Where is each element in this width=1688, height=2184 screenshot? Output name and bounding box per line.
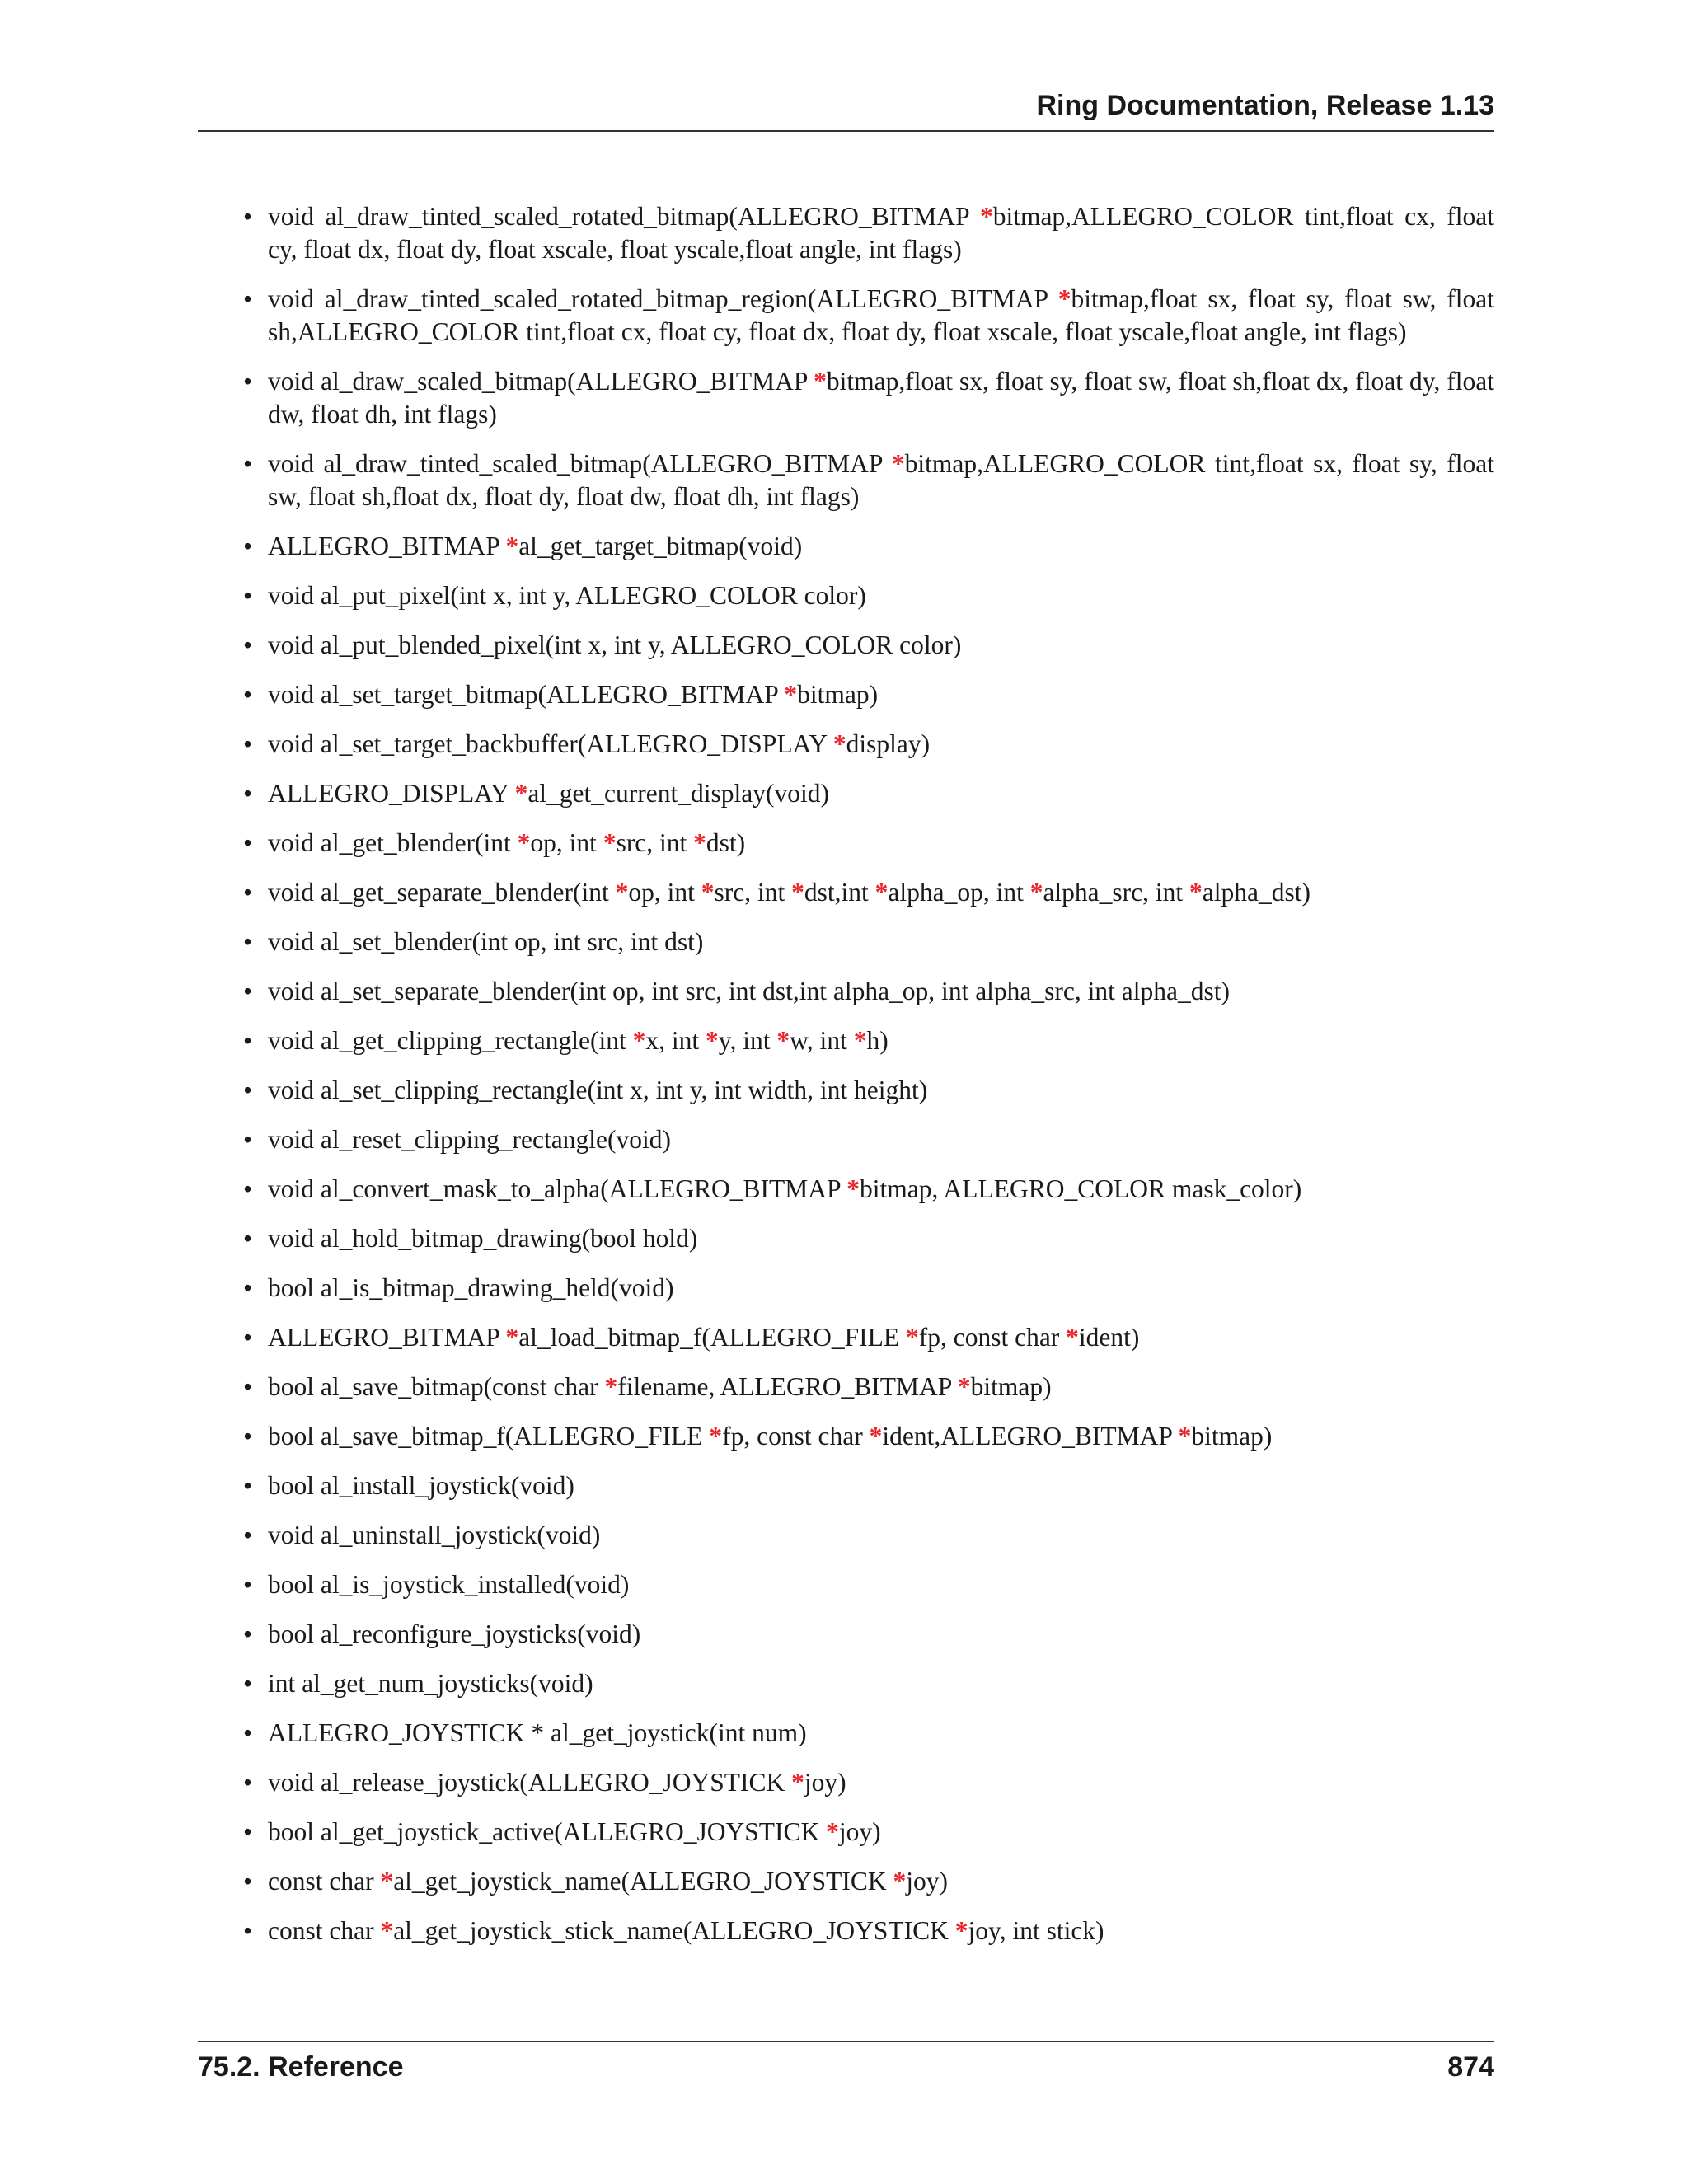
- pointer-star: *: [869, 1422, 883, 1451]
- pointer-star: *: [693, 828, 706, 857]
- pointer-star: *: [814, 367, 827, 396]
- pointer-star: *: [505, 1323, 519, 1352]
- list-item: • ALLEGRO_BITMAP *al_get_target_bitmap(void): [243, 530, 1494, 563]
- list-item: • ALLEGRO_BITMAP *al_load_bitmap_f(ALLEGRO_FILE *fp, const char *ident): [243, 1321, 1494, 1354]
- pointer-star: *: [615, 878, 629, 907]
- list-item: • bool al_get_joystick_active(ALLEGRO_JOYSTICK *joy): [243, 1816, 1494, 1849]
- pointer-star: *: [979, 202, 993, 231]
- pointer-star: *: [706, 1026, 719, 1055]
- list-item: • void al_set_clipping_rectangle(int x, int y, int width, int height): [243, 1074, 1494, 1107]
- pointer-star: *: [853, 1026, 867, 1055]
- pointer-star: *: [776, 1026, 790, 1055]
- pointer-star: *: [791, 1768, 804, 1797]
- list-item: • void al_reset_clipping_rectangle(void): [243, 1123, 1494, 1156]
- pointer-star: *: [826, 1817, 839, 1846]
- pointer-star: *: [791, 878, 804, 907]
- list-item: • ALLEGRO_JOYSTICK * al_get_joystick(int num): [243, 1717, 1494, 1750]
- function-signature-list: [243, 200, 1494, 1947]
- pointer-star: *: [1057, 284, 1071, 313]
- pointer-star: *: [784, 680, 798, 709]
- pointer-star: *: [709, 1422, 723, 1451]
- list-item: • void al_release_joystick(ALLEGRO_JOYSTICK *joy): [243, 1766, 1494, 1799]
- list-item: • bool al_save_bitmap_f(ALLEGRO_FILE *fp, const char *ident,ALLEGRO_BITMAP *bitmap): [243, 1420, 1494, 1453]
- list-item: • int al_get_num_joysticks(void): [243, 1667, 1494, 1700]
- list-item: • void al_put_blended_pixel(int x, int y, ALLEGRO_COLOR color): [243, 629, 1494, 662]
- footer-page-number: 874: [1447, 2051, 1494, 2083]
- pointer-star: *: [380, 1867, 394, 1896]
- pointer-star: *: [1029, 878, 1043, 907]
- list-item: • bool al_install_joystick(void): [243, 1469, 1494, 1502]
- pointer-star: *: [832, 729, 846, 758]
- pointer-star: *: [1178, 1422, 1192, 1451]
- pointer-star: *: [380, 1916, 394, 1945]
- pointer-star: *: [603, 828, 617, 857]
- list-item: • ALLEGRO_DISPLAY *al_get_current_display(void): [243, 777, 1494, 810]
- list-item: • bool al_save_bitmap(const char *filename, ALLEGRO_BITMAP *bitmap): [243, 1371, 1494, 1404]
- pointer-star: *: [957, 1372, 971, 1401]
- pointer-star: *: [874, 878, 889, 907]
- list-item: • void al_get_separate_blender(int *op, int *src, int *dst,int *alpha_op, int *alpha_src, int *alpha_dst): [243, 876, 1494, 909]
- page-footer: [198, 2041, 1494, 2083]
- pointer-star: *: [514, 779, 528, 808]
- list-item: • void al_draw_tinted_scaled_rotated_bitmap(ALLEGRO_BITMAP *bitmap,ALLEGRO_COLOR tint,float cx, float cy, float dx, float dy, float xscale, float yscale,float angle, int flags): [243, 200, 1494, 266]
- pointer-star: *: [846, 1174, 860, 1203]
- pointer-star: *: [1066, 1323, 1079, 1352]
- list-item: • void al_draw_tinted_scaled_rotated_bitmap_region(ALLEGRO_BITMAP *bitmap,float sx, float sy, float sw, float sh,ALLEGRO_COLOR tint,float cx, float cy, float dx, float dy, float xscale, float yscale,float angle, int flags): [243, 283, 1494, 349]
- list-item: • void al_draw_scaled_bitmap(ALLEGRO_BITMAP *bitmap,float sx, float sy, float sw, float sh,float dx, float dy, float dw, float dh, int flags): [243, 365, 1494, 431]
- list-item: • void al_get_blender(int *op, int *src, int *dst): [243, 827, 1494, 860]
- list-item: • void al_put_pixel(int x, int y, ALLEGRO_COLOR color): [243, 579, 1494, 612]
- list-item: • bool al_is_bitmap_drawing_held(void): [243, 1272, 1494, 1305]
- list-item: • void al_uninstall_joystick(void): [243, 1519, 1494, 1552]
- pointer-star: *: [891, 449, 905, 478]
- list-item: • void al_set_blender(int op, int src, int dst): [243, 926, 1494, 958]
- footer-section-label: 75.2. Reference: [198, 2051, 404, 2083]
- pointer-star: *: [701, 878, 715, 907]
- list-item: • bool al_reconfigure_joysticks(void): [243, 1618, 1494, 1651]
- pointer-star: *: [893, 1867, 907, 1896]
- list-item: • void al_get_clipping_rectangle(int *x, int *y, int *w, int *h): [243, 1024, 1494, 1057]
- list-item: • void al_set_target_backbuffer(ALLEGRO_DISPLAY *display): [243, 728, 1494, 761]
- pointer-star: *: [1189, 878, 1203, 907]
- pointer-star: *: [517, 828, 531, 857]
- list-item: • void al_hold_bitmap_drawing(bool hold): [243, 1222, 1494, 1255]
- list-item: • const char *al_get_joystick_name(ALLEGRO_JOYSTICK *joy): [243, 1865, 1494, 1898]
- list-item: • const char *al_get_joystick_stick_name(ALLEGRO_JOYSTICK *joy, int stick): [243, 1915, 1494, 1947]
- list-item: • void al_set_target_bitmap(ALLEGRO_BITMAP *bitmap): [243, 678, 1494, 711]
- list-item: • void al_draw_tinted_scaled_bitmap(ALLEGRO_BITMAP *bitmap,ALLEGRO_COLOR tint,float sx, float sy, float sw, float sh,float dx, float dy, float dw, float dh, int flags): [243, 448, 1494, 513]
- list-item: • void al_convert_mask_to_alpha(ALLEGRO_BITMAP *bitmap, ALLEGRO_COLOR mask_color): [243, 1173, 1494, 1206]
- pointer-star: *: [632, 1026, 646, 1055]
- header-title: Ring Documentation, Release 1.13: [1036, 90, 1494, 121]
- content-area: [243, 200, 1494, 1964]
- pointer-star: *: [604, 1372, 618, 1401]
- list-item: • void al_set_separate_blender(int op, int src, int dst,int alpha_op, int alpha_src, int alpha_dst): [243, 975, 1494, 1008]
- pointer-star: *: [505, 532, 519, 560]
- pointer-star: *: [954, 1916, 968, 1945]
- page-header: [198, 89, 1494, 132]
- pointer-star: *: [905, 1323, 919, 1352]
- list-item: • bool al_is_joystick_installed(void): [243, 1568, 1494, 1601]
